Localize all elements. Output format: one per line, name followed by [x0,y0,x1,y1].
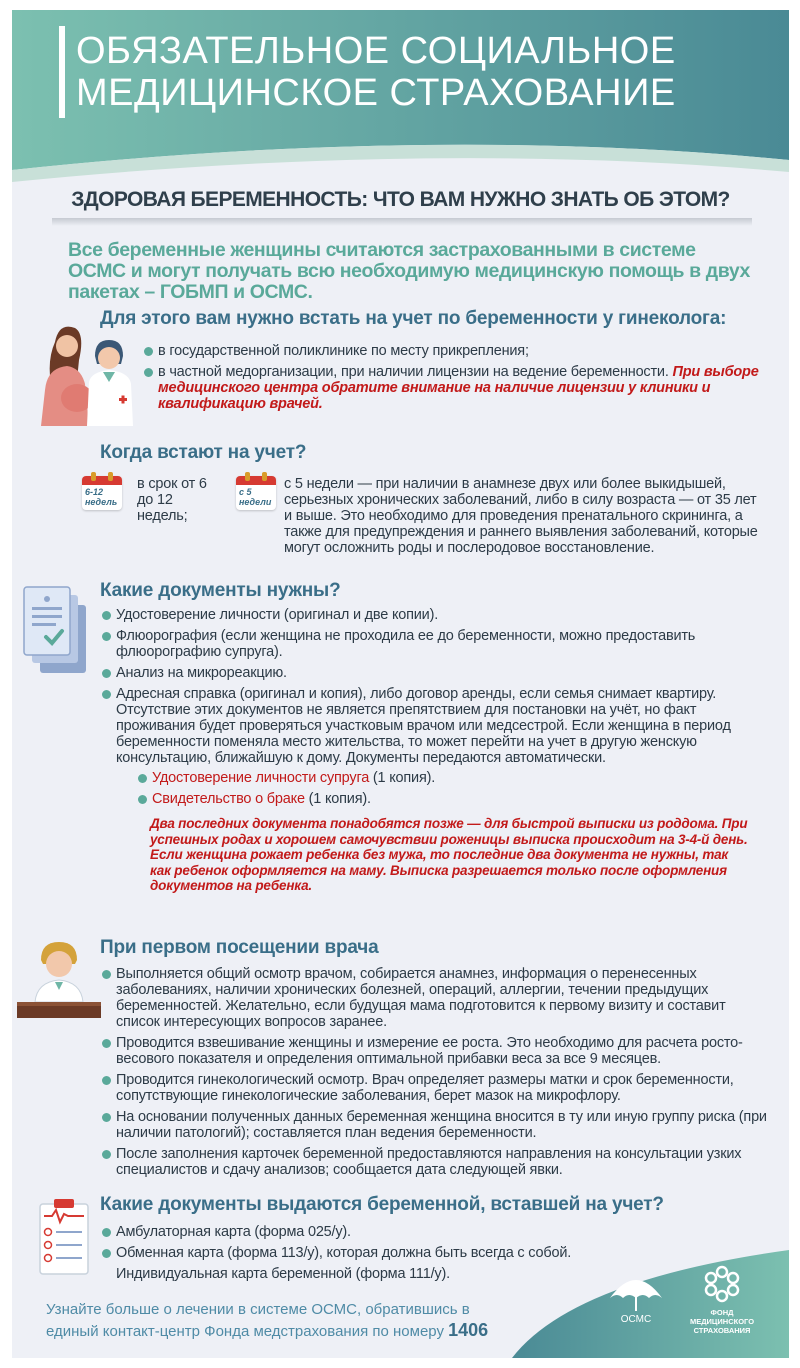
footer-phone: 1406 [448,1320,489,1340]
calendar-header [236,476,276,485]
list-item-text: Выполняется общий осмотр врачом, собирается анамнез, информация о перенесенных заболеваниях, наличии хронических болезней, операций, аллергии, течении предыдущих беременностей. Желательно, если будущая мама подготовится к первому визиту и составит список интересующих вопросов заранее. [116,966,726,1030]
list-item [102,1146,772,1178]
bullet-dot [102,690,111,699]
list-item-text: Проводится гинекологический осмотр. Врач определяет размеры матки и срок беременности, сопутствующие гинекологические заболевания, берет мазок на микрофлору. [116,1072,734,1104]
when-text-1: в срок от 6 до 12 недель; [137,476,207,524]
title-line-1: ОБЯЗАТЕЛЬНОЕ СОЦИАЛЬНОЕ [76,30,676,72]
when-text-2: с 5 недели — при наличии в анамнезе двух или более выкидышей, серьезных хронических заболеваний, либо в силу возраста — от 35 лет и выше. Это необходимо для проведения пренатального скрининга, а также для предупреждения и раннего выявления заболеваний, которые могут осложнить роды и послеродовое восстановление. [284,476,758,556]
list-item-suffix: (1 копия). [304,791,371,807]
bullet-dot [138,774,147,783]
fund-logo-line: ФОНД [710,1308,734,1317]
list-item [102,607,772,623]
list-item-text: Проводится взвешивание женщины и измерение ее роста. Это необходимо для расчета росто-весового показателя и определения оптимальной прибавки веса за все 9 месяцев. [116,1035,743,1067]
osms-logo-text: ОСМС [620,1314,652,1325]
list-item [102,665,772,681]
list-item-suffix: (1 копия). [369,770,436,786]
list-item [144,343,764,359]
list-item-text: Анализ на микрореакцию. [116,665,287,681]
fund-logo-line: МЕДИЦИНСКОГО [689,1317,755,1326]
list-item [102,1035,772,1067]
list-item [138,770,638,786]
title-accent-bar [59,26,65,118]
calendar-ring [245,472,250,481]
list-item-text: Обменная карта (форма 113/у), которая должна быть всегда с собой. [116,1245,572,1261]
fund-logo-text [682,1308,762,1335]
first-visit-heading: При первом посещении врача [100,937,379,958]
list-item-text: в частной медорганизации, при наличии лицензии на ведение беременности. [158,364,669,380]
bullet-dot [102,1076,111,1085]
license-warning: При выборе медицинского центра обратите внимание на наличие лицензии у клиники и квалификацию врачей. [158,364,759,412]
first-visit-list [102,966,772,1183]
calendar-icon [236,470,276,510]
calendar-icon [82,470,122,510]
list-item [102,1224,662,1240]
infographic-sheet [12,10,789,1358]
list-item-text: Свидетельство о браке [152,791,305,807]
list-item-text: Амбулаторная карта (форма 025/у). [116,1224,351,1240]
list-item-text: Адресная справка (оригинал и копия), либо договор аренды, если семья снимает квартиру. Отсутствие этих документов не является препятствием для постановки на учёт, но факт проживания будет проверяться участковым врачом или медсестрой. Если женщина в период беременности поменяла место жительства, то может перейти на учет в другую женскую консультацию, ближайшую к дому. Документы передаются автоматически. [116,686,731,766]
fund-logo-line: СТРАХОВАНИЯ [693,1326,751,1335]
calendar-label: с 5 недели [239,487,272,507]
when-heading: Когда встают на учет? [100,442,307,463]
bullet-dot [102,1150,111,1159]
list-item [102,628,772,660]
bullet-dot [102,1228,111,1237]
calendar-ring [91,472,96,481]
page-title [76,30,736,114]
doctor-desk-icon [17,938,101,1018]
documents-icon [22,585,90,677]
list-item-text: Удостоверение личности супруга [152,770,370,786]
list-item-text: На основании полученных данных беременная женщина вносится в ту или иную группу риска (при наличии патологий); составляется план ведения беременности. [116,1109,767,1141]
fund-snowflake-logo [702,1264,742,1304]
discharge-note: Два последних документа понадобятся позже — для быстрой выписки из роддома. При успешных родах и хорошем самочувствии роженицы выписка происходит на 3-4-й день. Если женщина рожает ребенка без мужа, то последние два документа не нужны, так как ребенок оформляется на маму. Выписка разрешается только после оформления документов на ребенка. [150,816,748,893]
documents-list [102,607,772,771]
registration-list [144,343,764,417]
footer-text [46,1300,516,1342]
bullet-dot [102,611,111,620]
bullet-dot [138,795,147,804]
list-item [102,686,772,766]
footer-contact-text: Узнайте больше о лечении в системе ОСМС, обратившись в единый контакт-центр Фонда медстрахования по номеру [46,1301,470,1340]
title-line-2: МЕДИЦИНСКОЕ СТРАХОВАНИЕ [76,72,676,114]
list-item [102,966,772,1030]
calendar-ring [262,472,267,481]
bullet-dot [144,347,153,356]
bullet-dot [102,669,111,678]
list-item-text: Удостоверение личности (оригинал и две копии). [116,607,439,623]
list-item [102,1072,772,1104]
page-subtitle: ЗДОРОВАЯ БЕРЕМЕННОСТЬ: ЧТО ВАМ НУЖНО ЗНАТЬ ОБ ЭТОМ? [71,188,730,211]
list-item-text: Флюорография (если женщина не проходила ее до беременности, можно предоставить флюорографию супруга). [116,628,696,660]
bullet-dot [102,632,111,641]
calendar-label: 6-12 недель [85,487,118,507]
spouse-documents-list [138,770,638,812]
bullet-dot [102,970,111,979]
issued-heading: Какие документы выдаются беременной, вставшей на учет? [100,1194,664,1215]
bullet-dot [102,1039,111,1048]
list-item-text: Индивидуальная карта беременной (форма 111/у). [116,1266,450,1282]
bullet-dot [102,1113,111,1122]
list-item [144,364,764,412]
documents-heading: Какие документы нужны? [100,580,341,601]
calendar-ring [108,472,113,481]
mother-doctor-illustration [37,320,137,426]
calendar-header [82,476,122,485]
list-item-text: После заполнения карточек беременной предоставляются направления на консультации узких специалистов и сдачу анализов; сообщается дата следующей явки. [116,1146,742,1178]
bullet-dot [144,368,153,377]
list-item [138,791,638,807]
registration-heading: Для этого вам нужно встать на учет по беременности у гинеколога: [100,308,727,329]
list-item-text: в государственной поликлинике по месту прикрепления; [158,343,529,359]
subtitle-shadow [52,218,752,226]
intro-text: Все беременные женщины считаются застрахованными в системе ОСМС и могут получать всю необходимую медицинскую помощь в двух пакетах – ГОБМП и ОСМС. [68,239,750,303]
list-item [102,1109,772,1141]
